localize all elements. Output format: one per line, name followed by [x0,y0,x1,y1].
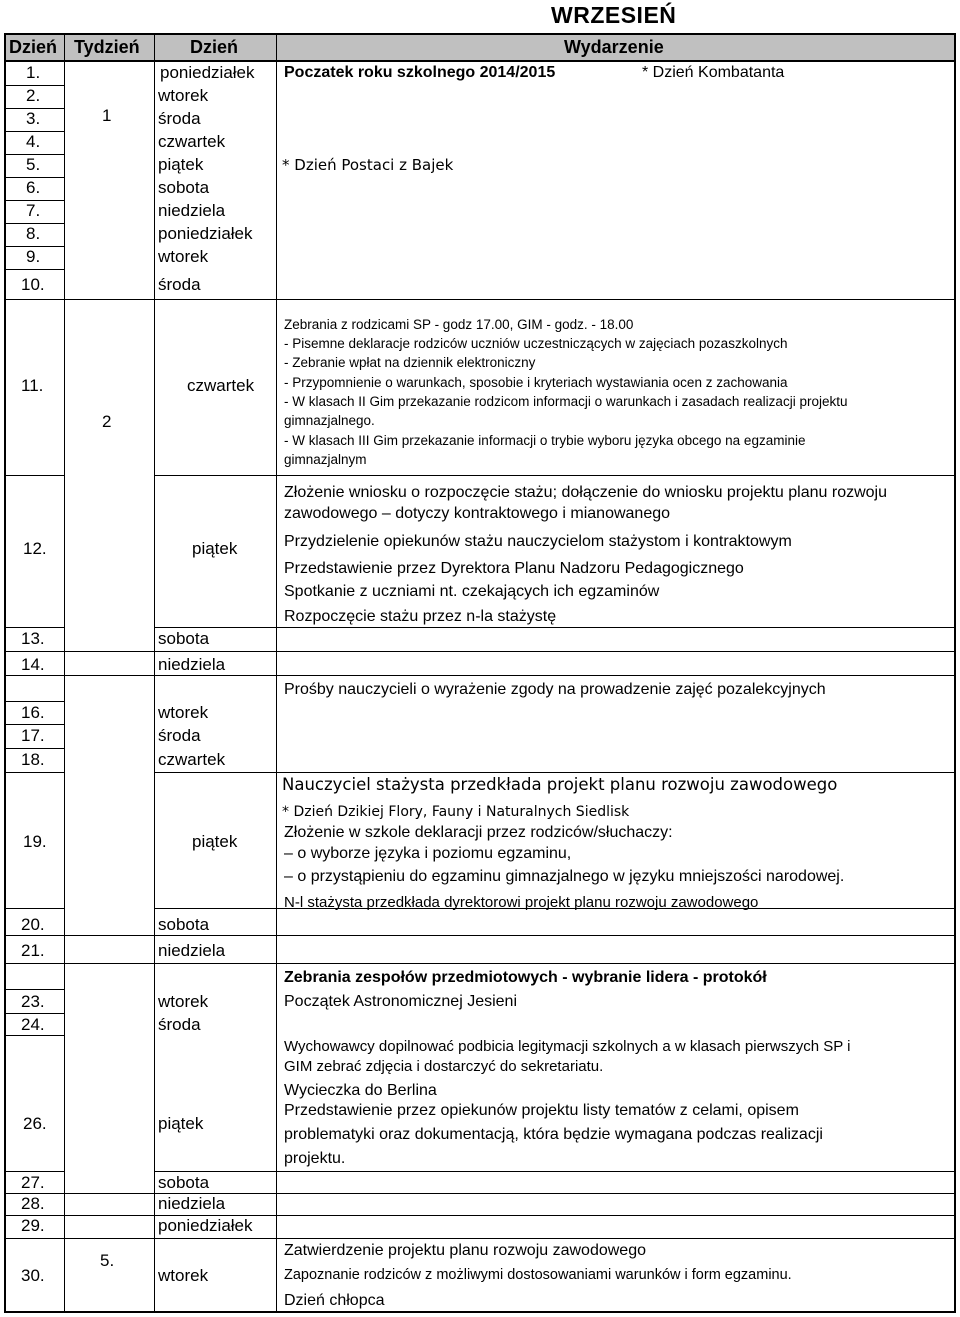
grid-line [276,935,954,936]
table-header [6,35,954,62]
grid-line [64,1215,154,1216]
day-number: 5. [26,155,41,174]
event-line: projektu. [284,1150,346,1167]
event-line: - Przypomnienie o warunkach, sposobie i kryteriach wystawiania ocen z zachowania [284,375,788,390]
day-name: sobota [158,629,210,648]
day-number: 27. [21,1173,45,1192]
event-line: zawodowego – dotyczy kontraktowego i mianowanego [284,505,671,522]
event-line: – o wyborze języka i poziomu egzaminu, [284,845,572,862]
grid-line [154,675,276,676]
day-name: czwartek [158,132,226,151]
day-number: 20. [21,915,45,934]
grid-line [6,299,954,300]
day-name: środa [158,1015,201,1034]
grid-line [276,1238,954,1239]
event-line: Dzień chłopca [284,1292,385,1309]
grid-line [154,908,276,909]
day-number: 2. [26,86,41,105]
event-line: Nauczyciel stażysta przedkłada projekt planu rozwoju zawodowego [282,775,838,794]
day-number: 13. [21,629,45,648]
grid-line [64,935,154,936]
week-number: 5. [100,1251,115,1270]
day-number: 7. [26,201,41,220]
day-name: wtorek [158,86,209,105]
day-number: 19. [23,832,47,851]
event-line: Przedstawienie przez opiekunów projektu listy tematów z celami, opisem [284,1102,799,1119]
grid-line [6,989,64,990]
grid-line [276,627,954,628]
day-name: wtorek [158,992,209,1011]
day-number: 1. [26,63,41,82]
event-veteran-day: * Dzień Kombatanta [642,64,785,81]
grid-line [6,675,64,676]
grid-line [276,651,954,652]
grid-line [276,1171,954,1172]
day-name: piątek [192,832,238,851]
grid-line [6,1035,64,1036]
day-number: 9. [26,247,41,266]
day-number: 28. [21,1194,45,1213]
day-name: poniedziałek [160,63,255,82]
event-line: gimnazjalnego. [284,413,375,428]
event-line: problematyki oraz dokumentacją, która będzie wymagana podczas realizacji [284,1126,823,1143]
calendar-table [4,33,956,1313]
day-name: wtorek [158,1266,209,1285]
day-number: 17. [21,726,45,745]
event-line: Przedstawienie przez Dyrektora Planu Nadzoru Pedagogicznego [284,560,744,577]
grid-line [154,1238,276,1239]
grid-line [6,748,64,749]
event-line: Zapoznanie rodziców z możliwymi dostosowaniami warunków i form egzaminu. [284,1267,792,1283]
event-line: – o przystąpieniu do egzaminu gimnazjalnego w języku mniejszości narodowej. [284,868,845,885]
grid-line [6,269,64,270]
grid-line [64,675,154,676]
day-name: piątek [158,155,204,174]
day-number: 23. [21,992,45,1011]
week-number: 2 [102,412,112,431]
day-name: środa [158,109,201,128]
grid-line [154,963,276,964]
grid-line [64,1238,154,1239]
grid-line [276,963,954,964]
day-name: wtorek [158,703,209,722]
event-fairy-tale-day: * Dzień Postaci z Bajek [282,156,454,174]
grid-line [276,675,954,676]
day-number: 30. [21,1266,45,1285]
grid-line [276,1193,954,1194]
event-line: Początek Astronomicznej Jesieni [284,993,517,1010]
day-number: 21. [21,941,45,960]
day-number: 8. [26,224,41,243]
week-number: 1 [102,106,112,125]
event-line: gimnazjalnym [284,452,367,467]
grid-line [154,1171,276,1172]
grid-line [6,772,64,773]
header-event: Wydarzenie [564,37,664,57]
event-line: Wychowawcy dopilnować podbicia legitymacji szkolnych a w klasach pierwszych SP i [284,1038,851,1055]
day-name: wtorek [158,247,209,266]
day-number: 24. [21,1015,45,1034]
header-week: Tydzień [74,37,140,57]
event-school-year-start: Poczatek roku szkolnego 2014/2015 [284,64,556,81]
day-name: niedziela [158,201,226,220]
day-name: poniedziałek [158,224,253,243]
grid-line [64,963,154,964]
grid-line [154,35,155,1311]
grid-line [6,1013,64,1014]
day-name: środa [158,726,201,745]
grid-line [6,724,64,725]
day-number: 18. [21,750,45,769]
day-number: 12. [23,539,47,558]
event-line: Zebrania zespołów przedmiotowych - wybranie lidera - protokół [284,969,767,986]
grid-line [6,701,64,702]
day-number: 11. [21,376,44,395]
event-line: - W klasach II Gim przekazanie rodzicom informacji o warunkach i zasadach realizacji projektu [284,394,848,409]
grid-line [276,35,277,1311]
grid-line [6,1171,64,1172]
day-name: poniedziałek [158,1216,253,1235]
grid-line [154,651,276,652]
month-title: WRZESIEŃ [551,2,677,28]
day-name: niedziela [158,1194,226,1213]
event-line: Przydzielenie opiekunów stażu nauczycielom stażystom i kontraktowym [284,533,792,550]
event-line: GIM zebrać zdjęcia i dostarczyć do sekretariatu. [284,1058,604,1075]
day-name: sobota [158,1173,210,1192]
event-line: Złożenie wniosku o rozpoczęcie stażu; dołączenie do wniosku projektu planu rozwoju [284,484,887,501]
event-line: Zebrania z rodzicami SP - godz 17.00, GIM - godz. - 18.00 [284,317,634,332]
event-line: Złożenie w szkole deklaracji przez rodziców/słuchaczy: [284,824,673,841]
day-name: środa [158,275,201,294]
event-line: Spotkanie z uczniami nt. czekających ich egzaminów [284,583,660,600]
grid-line [154,475,276,476]
day-name: sobota [158,178,210,197]
grid-line [154,627,276,628]
event-line: - W klasach III Gim przekazanie informacji o trybie wyboru języka obcego na egzaminie [284,433,806,448]
day-number: 3. [26,109,41,128]
grid-line [6,651,64,652]
day-name: sobota [158,915,210,934]
event-line: N-l stażysta przedkłada dyrektorowi projekt planu rozwoju zawodowego [284,894,759,911]
day-number: 29. [21,1216,45,1235]
grid-line [6,908,64,909]
event-line: Prośby nauczycieli o wyrażenie zgody na prowadzenie zajęć pozalekcyjnych [284,681,826,698]
grid-line [276,772,954,773]
grid-line [64,651,154,652]
grid-line [6,1238,64,1239]
event-line: * Dzień Dzikiej Flory, Fauny i Naturalnych Siedlisk [282,804,630,820]
day-number: 14. [21,655,45,674]
day-number: 10. [21,275,45,294]
grid-line [6,963,64,964]
grid-line [64,1193,154,1194]
day-name: piątek [192,539,238,558]
day-name: niedziela [158,941,226,960]
grid-line [6,627,64,628]
day-number: 26. [23,1114,47,1133]
day-number: 16. [21,703,45,722]
event-line: - Zebranie wpłat na dziennik elektroniczny [284,355,536,370]
event-line: - Pisemne deklaracje rodziców uczniów uczestniczących w zajęciach pozaszkolnych [284,336,788,351]
header-day-name: Dzień [190,37,239,57]
day-name: niedziela [158,655,226,674]
grid-line [154,935,276,936]
event-line: Wycieczka do Berlina [284,1082,437,1099]
event-line: Rozpoczęcie stażu przez n-la stażystę [284,608,557,625]
day-name: czwartek [187,376,255,395]
day-name: piątek [158,1114,204,1133]
grid-line [276,475,954,476]
grid-line [154,772,276,773]
grid-line [6,475,64,476]
grid-line [64,35,65,1311]
day-number: 4. [26,132,41,151]
day-number: 6. [26,178,41,197]
header-day-number: Dzień [9,37,58,57]
event-line: Zatwierdzenie projektu planu rozwoju zawodowego [284,1242,646,1259]
grid-line [6,935,64,936]
grid-line [276,1215,954,1216]
day-name: czwartek [158,750,226,769]
